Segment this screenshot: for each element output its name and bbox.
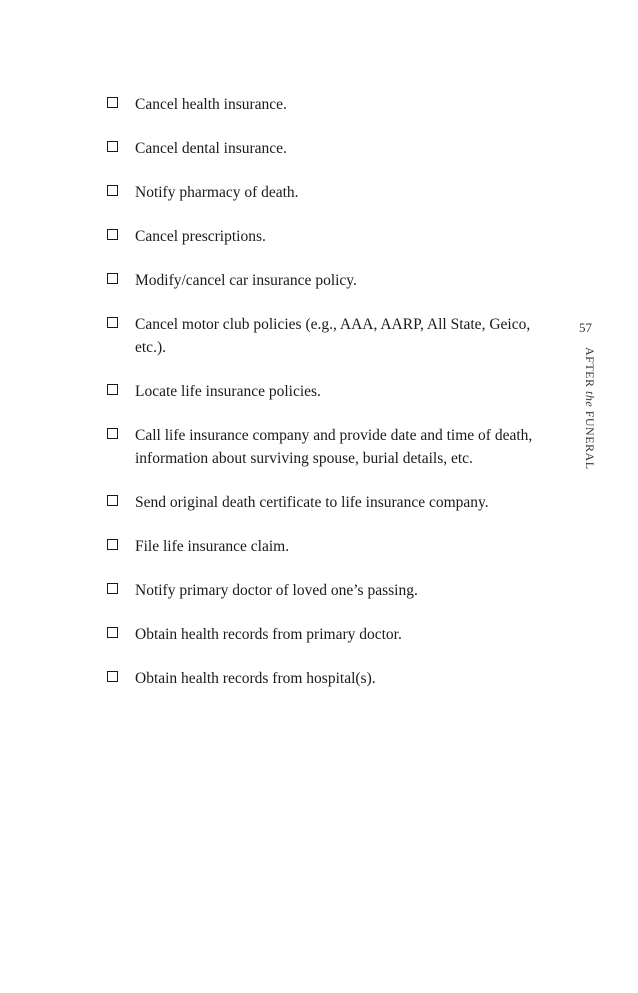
checklist-item	[107, 491, 547, 514]
checklist-item	[107, 667, 547, 690]
checklist-item-text: Call life insurance company and provide date and time of death, information about surviving spouse, burial details, etc.	[135, 427, 533, 467]
checkbox-icon[interactable]	[107, 185, 118, 196]
checklist-item-text: Cancel prescriptions.	[135, 228, 266, 245]
checklist-item-text: Modify/cancel car insurance policy.	[135, 272, 357, 289]
checkbox-icon[interactable]	[107, 97, 118, 108]
checkbox-icon[interactable]	[107, 495, 118, 506]
checkbox-icon[interactable]	[107, 141, 118, 152]
checkbox-icon[interactable]	[107, 627, 118, 638]
page-number: 57	[579, 320, 592, 335]
checklist-item-text: Obtain health records from primary doctor.	[135, 626, 402, 643]
checkbox-icon[interactable]	[107, 671, 118, 682]
checkbox-icon[interactable]	[107, 428, 118, 439]
checklist	[107, 93, 547, 711]
running-head-italic: the	[583, 391, 597, 408]
checkbox-icon[interactable]	[107, 583, 118, 594]
running-head-part2: FUNERAL	[583, 407, 597, 470]
checkbox-icon[interactable]	[107, 229, 118, 240]
checklist-item	[107, 424, 547, 470]
checklist-item-text: Notify primary doctor of loved one’s passing.	[135, 582, 418, 599]
checklist-item	[107, 579, 547, 602]
checklist-item-text: Cancel motor club policies (e.g., AAA, AARP, All State, Geico, etc.).	[135, 316, 531, 356]
checklist-item	[107, 380, 547, 403]
running-head	[582, 347, 597, 470]
checklist-item	[107, 225, 547, 248]
checklist-item	[107, 313, 547, 359]
checklist-item	[107, 269, 547, 292]
checklist-item	[107, 623, 547, 646]
checklist-item-text: File life insurance claim.	[135, 538, 290, 555]
checklist-item-text: Obtain health records from hospital(s).	[135, 670, 376, 687]
checklist-item	[107, 181, 547, 204]
checkbox-icon[interactable]	[107, 273, 118, 284]
checkbox-icon[interactable]	[107, 317, 118, 328]
checklist-item-text: Cancel health insurance.	[135, 96, 287, 113]
running-head-part1: AFTER	[583, 347, 597, 392]
checklist-item-text: Cancel dental insurance.	[135, 140, 287, 157]
checklist-item-text: Send original death certificate to life insurance company.	[135, 494, 489, 511]
checklist-item	[107, 535, 547, 558]
checklist-item	[107, 137, 547, 160]
checkbox-icon[interactable]	[107, 384, 118, 395]
checklist-item-text: Notify pharmacy of death.	[135, 184, 299, 201]
checkbox-icon[interactable]	[107, 539, 118, 550]
checklist-item-text: Locate life insurance policies.	[135, 383, 321, 400]
checklist-item	[107, 93, 547, 116]
